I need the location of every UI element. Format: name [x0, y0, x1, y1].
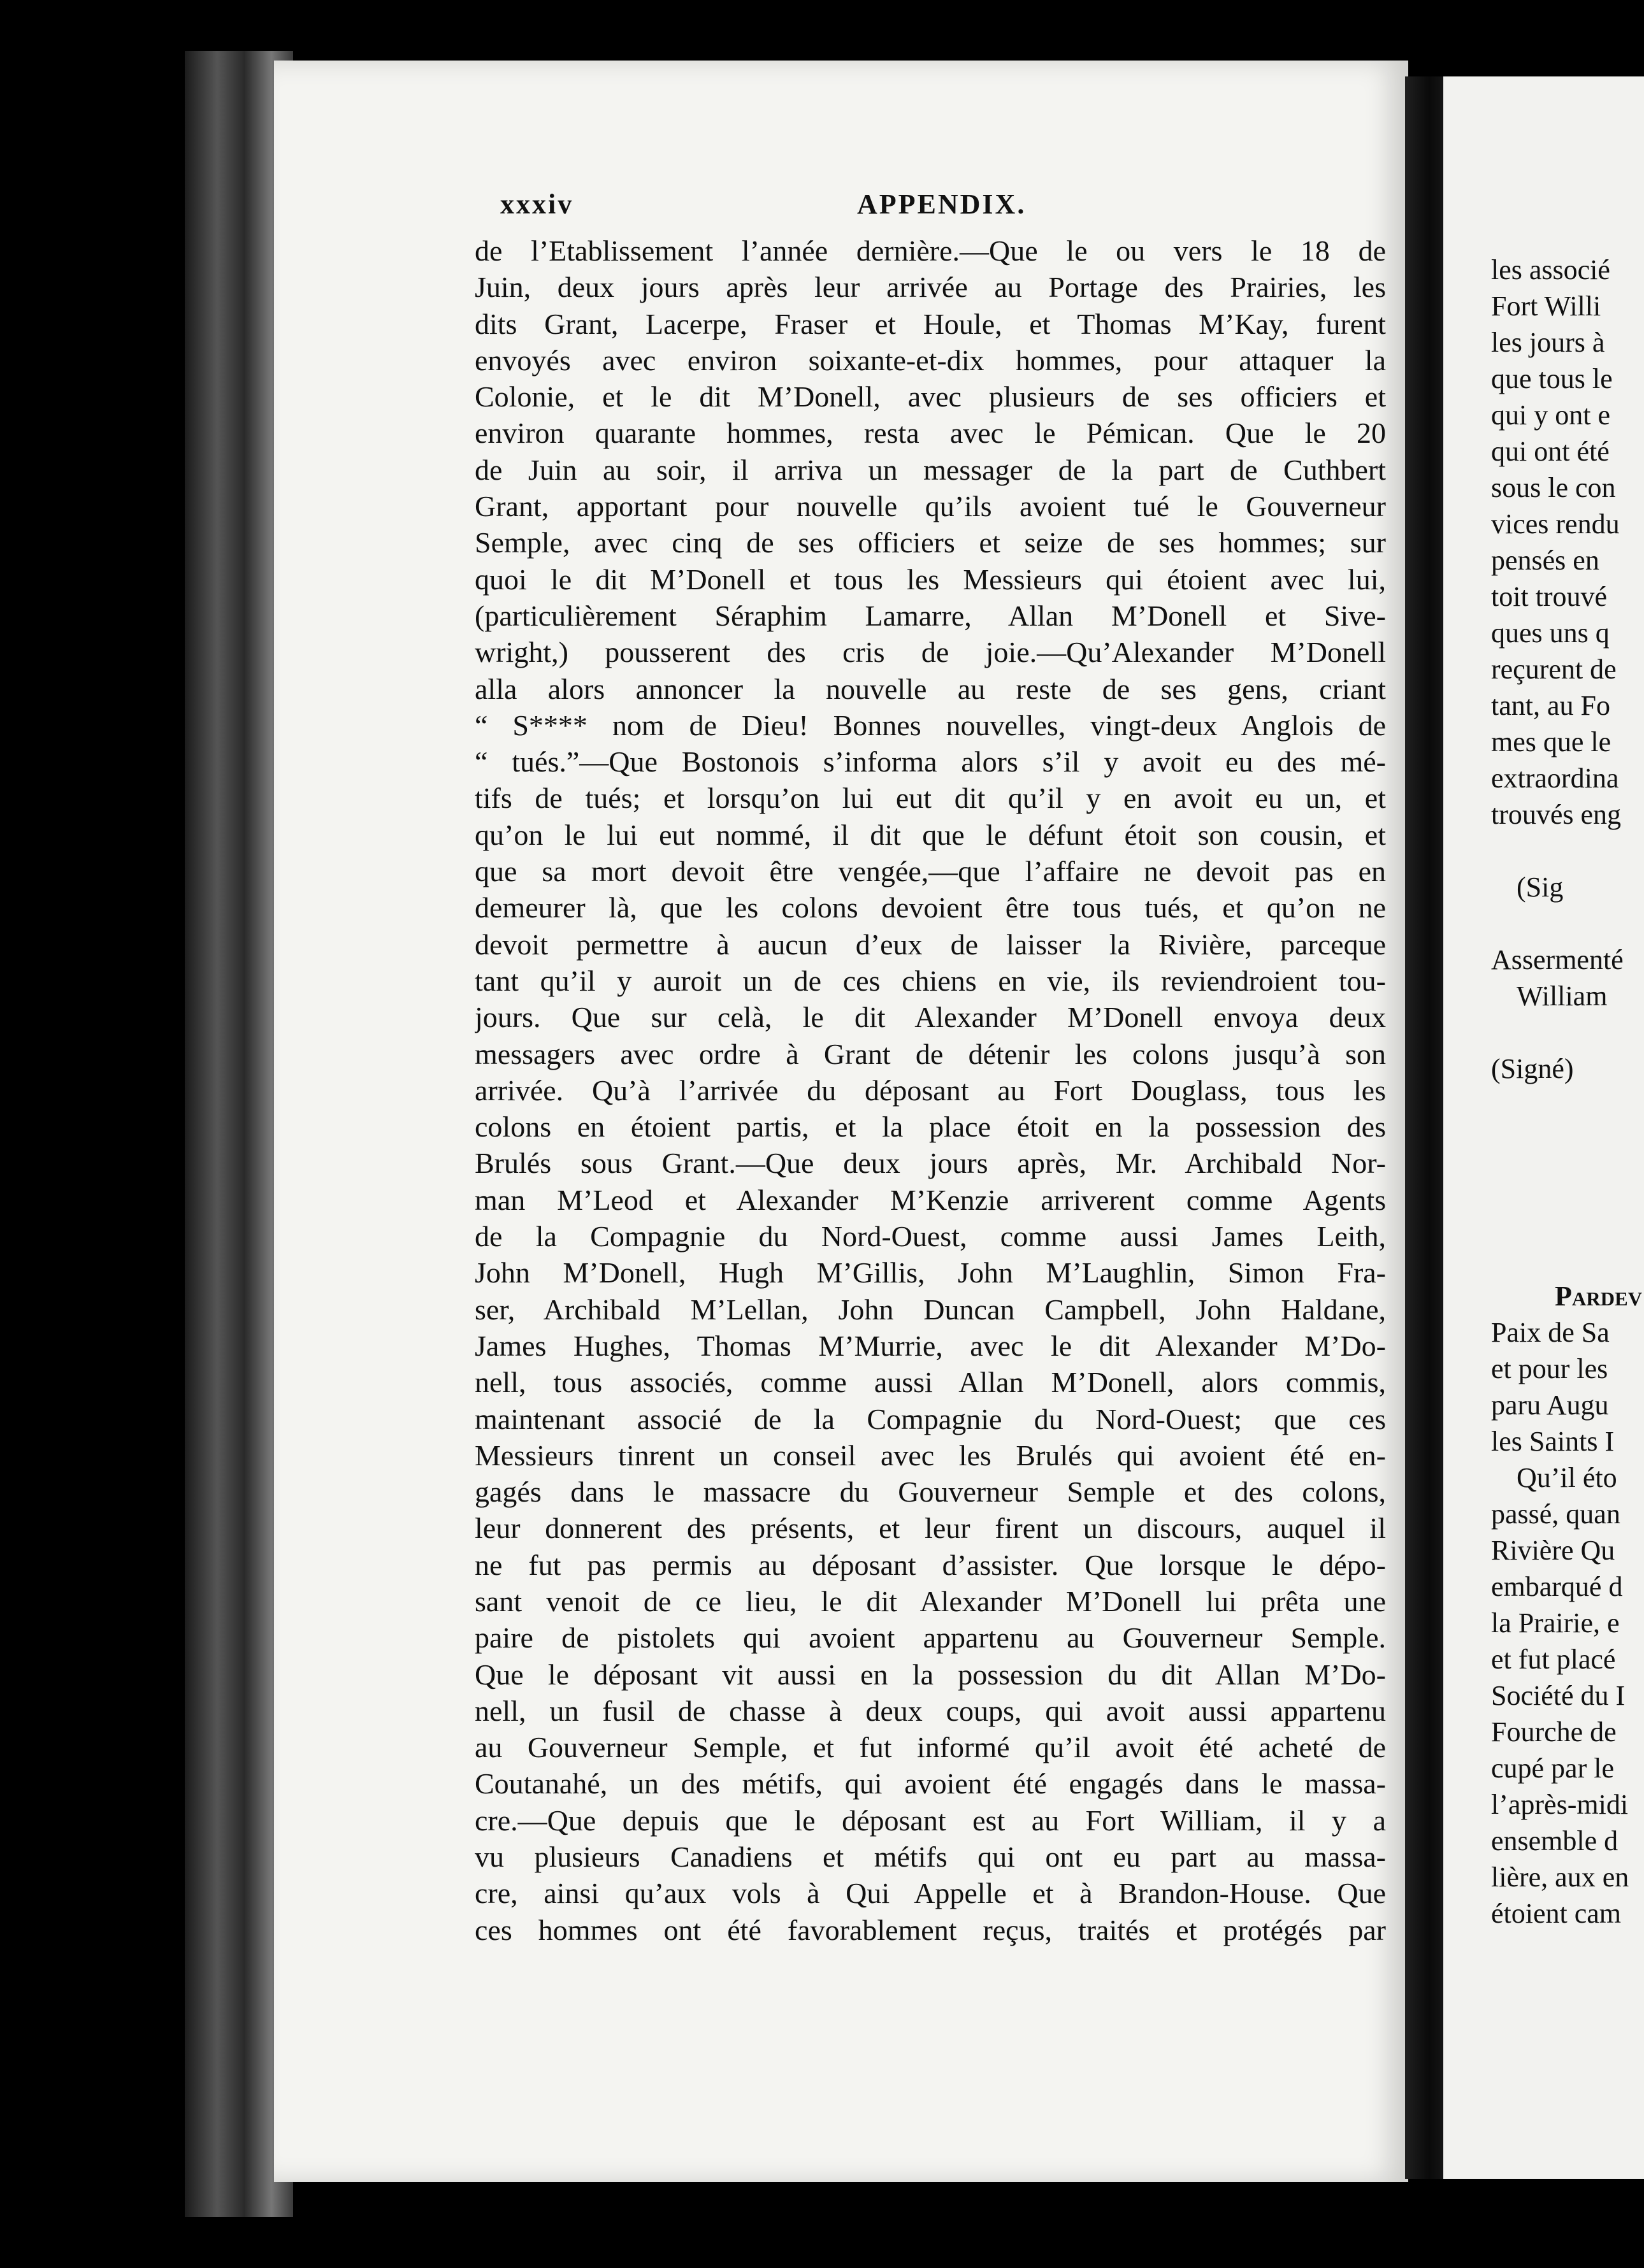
text-line: pensés en — [1491, 545, 1599, 576]
text-line: Que le déposant vit aussi en la possession du dit Allan M’Do- — [475, 1658, 1386, 1691]
text-line: Colonie, et le dit M’Donell, avec plusieurs de ses officiers et — [475, 380, 1386, 413]
text-line: trouvés eng — [1491, 799, 1622, 830]
text-line: ensemble d — [1491, 1825, 1619, 1856]
text-line: arrivée. Qu’à l’arrivée du déposant au Fort Douglass, tous les — [475, 1073, 1386, 1107]
right-body-text-top — [1491, 252, 1644, 833]
text-line: et fut placé — [1491, 1644, 1616, 1675]
text-line: la Prairie, e — [1491, 1607, 1620, 1639]
right-page-text — [1491, 252, 1644, 1932]
text-line: ces hommes ont été favorablement reçus, traités et protégés par — [475, 1913, 1386, 1946]
text-line: tifs de tués; et lorsqu’on lui eut dit qu’il y en avoit eu un, et — [475, 782, 1386, 815]
text-line: Qu’il éto — [1517, 1462, 1617, 1493]
text-line: messagers avec ordre à Grant de détenir les colons jusqu’à son — [475, 1037, 1386, 1070]
body-text — [475, 233, 1386, 1948]
text-line: ser, Archibald M’Lellan, John Duncan Campbell, John Haldane, — [475, 1293, 1386, 1326]
text-line: Juin, deux jours après leur arrivée au Portage des Prairies, les — [475, 271, 1386, 304]
text-line: leur donnerent des présents, et leur firent un discours, auquel il — [475, 1512, 1386, 1545]
text-line: gagés dans le massacre du Gouverneur Semple et des colons, — [475, 1475, 1386, 1509]
text-line: demeurer là, que les colons devoient être tous tués, et qu’on ne — [475, 891, 1386, 924]
text-line: John M’Donell, Hugh M’Gillis, John M’Laughlin, Simon Fra- — [475, 1256, 1386, 1289]
text-line: ne fut pas permis au déposant d’assister. Que lorsque le dépo- — [475, 1548, 1386, 1581]
text-line: de l’Etablissement l’année dernière.—Que le ou vers le 18 de — [475, 234, 1386, 267]
running-title: APPENDIX. — [857, 189, 1027, 220]
text-line: devoit permettre à aucun d’eux de laisser la Rivière, parceque — [475, 928, 1386, 961]
text-line: et pour les — [1491, 1353, 1608, 1384]
text-line: Semple, avec cinq de ses officiers et seize de ses hommes; sur — [475, 526, 1386, 559]
text-line: les associé — [1491, 254, 1610, 285]
text-line: extraordina — [1491, 763, 1619, 794]
text-line: de Juin au soir, il arriva un messager de la part de Cuthbert — [475, 453, 1386, 486]
text-line: toit trouvé — [1491, 581, 1608, 612]
text-line: sant venoit de ce lieu, le dit Alexander M’Donell lui prêta une — [475, 1584, 1386, 1618]
text-line: quoi le dit M’Donell et tous les Messieurs qui étoient avec lui, — [475, 563, 1386, 596]
signature-line-2: (Signé) — [1491, 1053, 1574, 1084]
text-line: que sa mort devoit être vengée,—que l’affaire ne devoit pas en — [475, 855, 1386, 888]
text-line: embarqué d — [1491, 1571, 1623, 1602]
text-line: l’après-midi — [1491, 1789, 1629, 1820]
text-line: colons en étoient partis, et la place étoit en la possession des — [475, 1110, 1386, 1144]
text-line: que tous le — [1491, 363, 1613, 394]
text-line: “ S**** nom de Dieu! Bonnes nouvelles, vingt-deux Anglois de — [475, 708, 1386, 742]
text-line: environ quarante hommes, resta avec le Pémican. Que le 20 — [475, 417, 1386, 450]
running-head — [475, 182, 1386, 233]
text-line: Coutanahé, un des métifs, qui avoient été engagés dans le massa- — [475, 1767, 1386, 1800]
text-line: “ tués.”—Que Bostonois s’informa alors s’il y avoit eu des mé- — [475, 745, 1386, 779]
text-line: paire de pistolets qui avoient appartenu au Gouverneur Semple. — [475, 1621, 1386, 1654]
text-line: wright,) pousserent des cris de joie.—Qu’Alexander M’Donell — [475, 636, 1386, 669]
sworn-line: Assermenté — [1491, 944, 1624, 975]
text-line: maintenant associé de la Compagnie du Nord-Ouest; que ces — [475, 1402, 1386, 1435]
text-line: au Gouverneur Semple, et fut informé qu’il avoit été acheté de — [475, 1731, 1386, 1764]
text-line: Grant, apportant pour nouvelle qu’ils avoient tué le Gouverneur — [475, 490, 1386, 523]
text-line: vices rendu — [1491, 508, 1620, 540]
text-line: les Saints I — [1491, 1426, 1615, 1457]
text-line: paru Augu — [1491, 1389, 1609, 1421]
text-line: vu plusieurs Canadiens et métifs qui ont eu part au massa- — [475, 1841, 1386, 1874]
text-line: sous le con — [1491, 472, 1616, 503]
text-line: Messieurs tinrent un conseil avec les Brulés qui avoient été en- — [475, 1439, 1386, 1472]
text-line: jours. Que sur celà, le dit Alexander M’Donell envoya deux — [475, 1001, 1386, 1034]
text-line: passé, quan — [1491, 1498, 1620, 1530]
text-line: James Hughes, Thomas M’Murrie, avec le dit Alexander M’Do- — [475, 1329, 1386, 1362]
text-line: cre, ainsi qu’aux vols à Qui Appelle et à Brandon-House. Que — [475, 1877, 1386, 1910]
text-line: tant, au Fo — [1491, 690, 1610, 721]
text-line: mes que le — [1491, 726, 1612, 757]
text-line: reçurent de — [1491, 654, 1617, 685]
page-number: xxxiv — [500, 189, 574, 220]
text-line: alla alors annoncer la nouvelle au reste de ses gens, criant — [475, 672, 1386, 705]
text-line: qui y ont e — [1491, 399, 1610, 431]
text-line: les jours à — [1491, 327, 1605, 358]
text-line: Fourche de — [1491, 1716, 1617, 1748]
text-line: Brulés sous Grant.—Que deux jours après, Mr. Archibald Nor- — [475, 1147, 1386, 1180]
signature-line: (Sig — [1517, 872, 1564, 903]
text-line: envoyés avec environ soixante-et-dix hommes, pour attaquer la — [475, 343, 1386, 377]
text-line: ques uns q — [1491, 617, 1610, 649]
text-line: cre.—Que depuis que le déposant est au Fort William, il y a — [475, 1804, 1386, 1837]
right-body-text-bottom — [1491, 1278, 1644, 1932]
text-line: man M’Leod et Alexander M’Kenzie arriverent comme Agents — [475, 1183, 1386, 1216]
left-page-text — [475, 182, 1386, 1948]
text-line: Rivière Qu — [1491, 1535, 1615, 1566]
text-line: dits Grant, Lacerpe, Fraser et Houle, et Thomas M’Kay, furent — [475, 307, 1386, 340]
witness-name: William — [1517, 980, 1608, 1012]
text-line: Paix de Sa — [1491, 1317, 1610, 1348]
text-line: tant qu’il y auroit un de ces chiens en vie, ils reviendroient tou- — [475, 964, 1386, 997]
text-line: Fort Willi — [1491, 291, 1601, 322]
text-line: lière, aux en — [1491, 1862, 1629, 1893]
text-line: Pardev — [1555, 1281, 1643, 1312]
text-line: de la Compagnie du Nord-Ouest, comme aussi James Leith, — [475, 1220, 1386, 1253]
text-line: étoient cam — [1491, 1898, 1622, 1929]
text-line: (particulièrement Séraphim Lamarre, Allan M’Donell et Sive- — [475, 599, 1386, 632]
text-line: cupé par le — [1491, 1753, 1614, 1784]
text-line: nell, un fusil de chasse à deux coups, qui avoit aussi appartenu — [475, 1694, 1386, 1727]
text-line: Société du I — [1491, 1680, 1626, 1711]
text-line: nell, tous associés, comme aussi Allan M’Donell, alors commis, — [475, 1366, 1386, 1399]
text-line: qui ont été — [1491, 436, 1610, 467]
text-line: qu’on le lui eut nommé, il dit que le défunt étoit son cousin, et — [475, 818, 1386, 851]
